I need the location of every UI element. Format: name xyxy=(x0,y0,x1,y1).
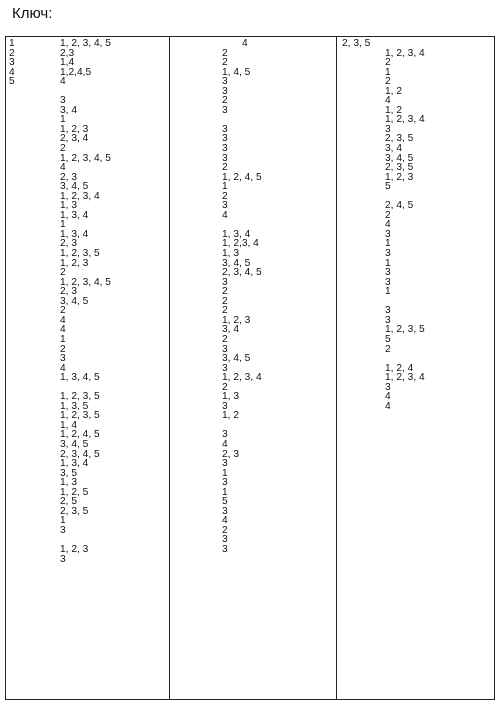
answer-entry: 4 xyxy=(60,314,66,326)
answer-entry: 4 xyxy=(222,515,228,527)
answer-entry: 2, 3, 4, 5 xyxy=(60,448,100,460)
answer-entry: 5 xyxy=(385,333,391,345)
answer-entry: 1, 3, 4 xyxy=(60,458,89,470)
answer-entry: 3 xyxy=(385,276,391,288)
answer-entry: 1, 2, 3, 5 xyxy=(60,410,100,422)
answer-entry: 2 xyxy=(222,524,228,536)
answer-entry: 1 xyxy=(60,333,66,345)
answer-entry: 3 xyxy=(222,477,228,489)
answer-entry: 1, 3, 4 xyxy=(60,209,89,221)
answer-entry: 4 xyxy=(60,76,66,88)
answer-entry: 2 xyxy=(60,143,66,155)
answer-entry: 2, 3 xyxy=(60,238,77,250)
answer-entry: 3 xyxy=(222,85,228,97)
item-number: 5 xyxy=(9,76,15,88)
answer-entry: 3 xyxy=(60,553,66,565)
answer-entry: 3 xyxy=(385,228,391,240)
answer-entry: 2 xyxy=(222,381,228,393)
answer-entry: 1 xyxy=(222,467,228,479)
answer-entry: 1, 4 xyxy=(60,419,77,431)
answer-entry: 3, 4, 5 xyxy=(385,152,414,164)
answer-entry: 2, 4, 5 xyxy=(385,200,414,212)
answer-entry: 3 xyxy=(222,104,228,116)
answer-entry: 3, 4, 5 xyxy=(60,295,89,307)
answer-column-2 xyxy=(170,37,337,699)
answer-entry xyxy=(60,87,169,97)
answer-entry: 1 xyxy=(60,114,66,126)
answer-entry: 4 xyxy=(222,438,228,450)
answer-entry: 2, 3 xyxy=(222,448,239,460)
answer-entry: 2 xyxy=(222,162,228,174)
answer-entry: 3 xyxy=(222,429,228,441)
answer-entry: 1, 2, 4 xyxy=(385,362,414,374)
answer-list-1 xyxy=(52,39,169,699)
answer-entry: 1,4 xyxy=(60,57,75,69)
answer-entry: 3, 4, 5 xyxy=(60,181,89,193)
answer-entry: 2 xyxy=(385,209,391,221)
answer-entry: 1, 3, 5 xyxy=(60,400,89,412)
answer-entry: 3 xyxy=(385,123,391,135)
answer-entry: 1, 2, 3, 4 xyxy=(385,372,425,384)
answer-entry: 1 xyxy=(222,181,228,193)
answer-entry: 1, 3 xyxy=(222,248,239,260)
item-number: 3 xyxy=(9,57,15,69)
answer-entry: 1, 3 xyxy=(222,391,239,403)
answer-entry: 4 xyxy=(385,95,391,107)
answer-entry: 3 xyxy=(222,143,228,155)
answer-entry: 2 xyxy=(385,343,391,355)
answer-entry: 2 xyxy=(60,305,66,317)
answer-entry: 4 xyxy=(60,324,66,336)
answer-entry: 3, 4 xyxy=(60,104,77,116)
answer-entry: 2 xyxy=(385,76,391,88)
answer-entry: 3 xyxy=(385,314,391,326)
answer-column-3 xyxy=(337,37,494,699)
answer-entry: 1, 2,3, 4 xyxy=(222,238,259,250)
answer-entry: 3 xyxy=(222,123,228,135)
answer-entry: 2 xyxy=(222,190,228,202)
answer-entry: 1, 3, 4 xyxy=(60,228,89,240)
answer-entry xyxy=(170,220,336,230)
answer-entry: 2 xyxy=(60,343,66,355)
answer-entry: 1, 2, 3, 5 xyxy=(385,324,425,336)
answer-entry: 1, 3 xyxy=(60,200,77,212)
item-number: 1 xyxy=(9,38,15,49)
answer-entry: 1, 2, 3, 5 xyxy=(60,248,100,260)
answer-entry xyxy=(337,354,494,364)
answer-entry: 1, 2, 4, 5 xyxy=(222,171,262,183)
answer-entry: 4 xyxy=(385,400,391,412)
answer-entry: 3 xyxy=(385,381,391,393)
answer-entry: 1, 2, 3 xyxy=(60,257,89,269)
answer-entry: 1, 2, 3, 5 xyxy=(60,391,100,403)
answer-entry: 2,3 xyxy=(60,47,75,59)
answer-entry: 2, 3, 4, 5 xyxy=(222,267,262,279)
item-number: 4 xyxy=(9,66,15,78)
answer-entry: 2 xyxy=(222,95,228,107)
answer-entry: 1, 2, 3, 4, 5 xyxy=(60,152,111,164)
answer-entry: 5 xyxy=(222,496,228,508)
answer-entry: 1, 2 xyxy=(385,85,402,97)
answer-entry: 2 xyxy=(222,333,228,345)
answer-entry xyxy=(337,192,494,202)
answer-entry: 1, 2, 3 xyxy=(60,543,89,555)
answer-entry: 3 xyxy=(222,200,228,212)
answer-entry: 4 xyxy=(385,391,391,403)
answer-entry: 3 xyxy=(60,524,66,536)
answer-entry: 2 xyxy=(222,295,228,307)
answer-entry: 3 xyxy=(222,152,228,164)
answer-entry: 3 xyxy=(222,362,228,374)
answer-entry: 3, 4 xyxy=(385,143,402,155)
answer-key-table xyxy=(5,36,495,700)
answer-entry: 1, 2, 5 xyxy=(60,486,89,498)
answer-entry: 1, 2 xyxy=(385,104,402,116)
answer-entry: 4 xyxy=(242,38,248,49)
answer-entry: 1, 2, 3, 4 xyxy=(385,114,425,126)
answer-entry: 1, 2, 3, 4, 5 xyxy=(60,276,111,288)
answer-entry: 2 xyxy=(60,267,66,279)
answer-entry: 2 xyxy=(222,47,228,59)
answer-entry: 3, 4 xyxy=(222,324,239,336)
key-title: Ключ: xyxy=(12,5,53,22)
answer-entry: 3 xyxy=(222,458,228,470)
answer-entry: 1, 2, 3 xyxy=(60,123,89,135)
answer-entry: 2, 3, 5 xyxy=(342,38,371,49)
answer-entry xyxy=(170,115,336,125)
answer-entry: 3 xyxy=(222,534,228,546)
answer-entry: 1, 2, 3 xyxy=(222,314,251,326)
answer-entry: 1, 4, 5 xyxy=(222,66,251,78)
answer-entry: 3 xyxy=(60,353,66,365)
answer-entry: 1 xyxy=(222,486,228,498)
item-numbers xyxy=(6,39,52,699)
answer-entry: 2, 5 xyxy=(60,496,77,508)
answer-entry: 3 xyxy=(222,505,228,517)
answer-entry: 1, 2, 3, 4 xyxy=(60,190,100,202)
answer-entry: 2 xyxy=(222,305,228,317)
answer-entry: 3, 4, 5 xyxy=(222,353,251,365)
answer-entry: 1, 2, 3, 4, 5 xyxy=(60,38,111,49)
answer-entry: 1, 3 xyxy=(60,477,77,489)
answer-entry: 4 xyxy=(60,362,66,374)
answer-entry: 1, 2, 3, 4 xyxy=(222,372,262,384)
answer-entry: 2 xyxy=(385,57,391,69)
answer-entry: 2, 3 xyxy=(60,171,77,183)
answer-entry: 2 xyxy=(222,286,228,298)
answer-entry: 3, 4, 5 xyxy=(222,257,251,269)
answer-entry: 2, 3, 5 xyxy=(60,505,89,517)
answer-entry: 2 xyxy=(222,57,228,69)
item-number: 2 xyxy=(9,47,15,59)
answer-entry: 3 xyxy=(222,343,228,355)
answer-entry: 4 xyxy=(385,219,391,231)
answer-entry: 3 xyxy=(385,305,391,317)
answer-entry: 2, 3 xyxy=(60,286,77,298)
answer-entry: 1 xyxy=(385,66,391,78)
answer-entry: 1 xyxy=(385,238,391,250)
answer-entry: 3 xyxy=(60,95,66,107)
answer-entry: 5 xyxy=(385,181,391,193)
answer-entry xyxy=(170,421,336,431)
answer-entry: 4 xyxy=(60,162,66,174)
answer-entry: 3 xyxy=(222,76,228,88)
answer-entry: 1,2,4,5 xyxy=(60,66,92,78)
answer-entry xyxy=(337,297,494,307)
answer-entry: 1, 3, 4 xyxy=(222,228,251,240)
answer-entry: 2, 3, 5 xyxy=(385,162,414,174)
answer-entry: 1, 2, 3 xyxy=(385,171,414,183)
answer-entry: 3 xyxy=(222,133,228,145)
answer-entry: 3 xyxy=(222,400,228,412)
answer-entry: 1, 2 xyxy=(222,410,239,422)
answer-entry: 3 xyxy=(385,267,391,279)
answer-entry: 1, 3, 4, 5 xyxy=(60,372,100,384)
answer-entry: 1 xyxy=(60,515,66,527)
answer-column-1 xyxy=(6,37,170,699)
answer-entry: 4 xyxy=(222,209,228,221)
answer-entry: 1 xyxy=(385,286,391,298)
answer-entry: 3, 5 xyxy=(60,467,77,479)
answer-entry: 1, 2, 4, 5 xyxy=(60,429,100,441)
answer-entry: 1 xyxy=(60,219,66,231)
answer-entry: 1 xyxy=(385,257,391,269)
answer-entry: 3 xyxy=(222,543,228,555)
answer-entry: 3, 4, 5 xyxy=(60,438,89,450)
answer-entry: 1, 2, 3, 4 xyxy=(385,47,425,59)
answer-entry: 2, 3, 4 xyxy=(60,133,89,145)
answer-entry: 2, 3, 5 xyxy=(385,133,414,145)
answer-entry: 3 xyxy=(222,276,228,288)
answer-entry: 3 xyxy=(385,248,391,260)
